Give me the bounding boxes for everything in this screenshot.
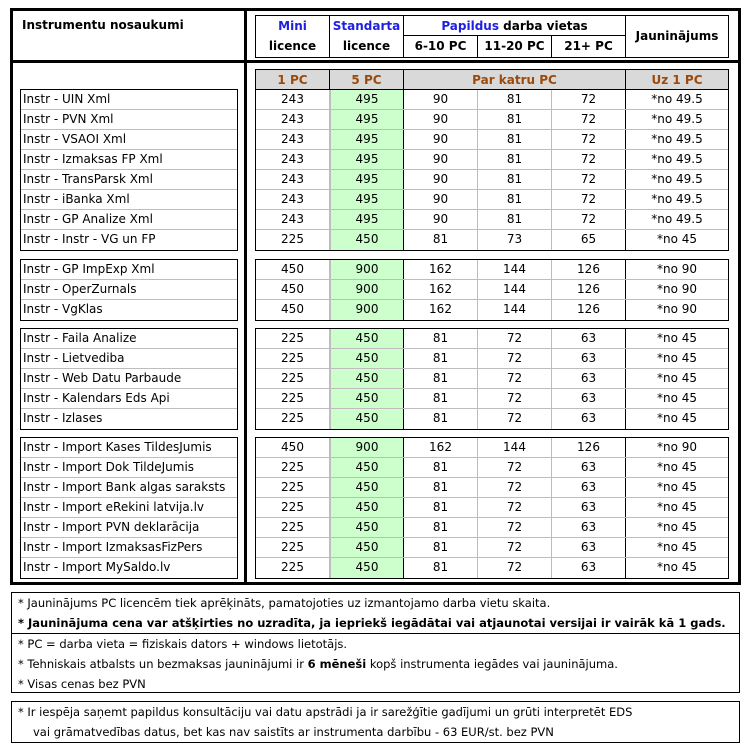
extra-11-20-price: 81 — [478, 170, 552, 189]
extra-6-10-price: 81 — [404, 349, 478, 368]
table-row — [256, 329, 728, 349]
extra-21-plus-price: 63 — [552, 498, 626, 517]
standard-licence-price: 450 — [330, 558, 404, 578]
extra-11-20-price: 81 — [478, 110, 552, 129]
workplaces-label: darba vietas — [498, 19, 588, 33]
instrument-group-2 — [20, 259, 238, 321]
mini-licence-price: 450 — [256, 260, 330, 279]
upgrade-price: *no 49.5 — [651, 92, 703, 106]
extra-21-plus-price: 72 — [552, 190, 626, 209]
extra-6-10-price: 90 — [404, 150, 478, 169]
upgrade-price: *no 45 — [656, 391, 698, 405]
instrument-name: Instr - iBanka Xml — [21, 190, 237, 210]
table-row — [256, 438, 728, 458]
extra-11-20-price: 144 — [478, 280, 552, 299]
extra-6-10-price: 162 — [404, 300, 478, 320]
instrument-name: Instr - Import Dok TildeJumis — [21, 458, 237, 478]
instrument-name: Instr - GP Analize Xml — [21, 210, 237, 230]
note-upgrade-price — [12, 613, 739, 634]
standard-licence-price: 495 — [330, 150, 404, 169]
note-upgrade-calc: * Jauninājums PC licencēm tiek aprēķināts, pamatojoties uz izmantojamo darba vietu skaita. — [18, 596, 551, 610]
instrument-name: Instr - TransParsk Xml — [21, 170, 237, 190]
extra-21-plus-price: 63 — [552, 409, 626, 429]
extra-21-plus-price: 63 — [552, 478, 626, 497]
mini-licence-header — [256, 16, 330, 57]
upgrade-price: *no 49.5 — [651, 212, 703, 226]
table-row — [256, 170, 728, 190]
upgrade-price: *no 90 — [656, 440, 698, 454]
standard-licence-price: 900 — [330, 260, 404, 279]
table-row — [256, 230, 728, 250]
extra-21-plus-price: 72 — [552, 110, 626, 129]
extra-6-10-price: 81 — [404, 558, 478, 578]
instrument-group-3 — [20, 328, 238, 430]
table-row — [256, 300, 728, 320]
instrument-name: Instr - PVN Xml — [21, 110, 237, 130]
extra-11-20-price: 72 — [478, 458, 552, 477]
instrument-name: Instr - Import Bank algas saraksts — [21, 478, 237, 498]
extra-21-plus-price: 63 — [552, 369, 626, 388]
standard-licence-header — [330, 16, 404, 57]
standard-licence-price: 495 — [330, 190, 404, 209]
upgrade-price: *no 45 — [656, 460, 698, 474]
extra-21-plus-price: 72 — [552, 170, 626, 189]
vertical-divider — [244, 8, 247, 585]
upgrade-price: *no 45 — [656, 500, 698, 514]
price-group-3 — [255, 328, 729, 430]
extra-21-plus-price: 72 — [552, 130, 626, 149]
extra-11-20-price: 81 — [478, 190, 552, 209]
table-row — [256, 130, 728, 150]
mini-licence-price: 243 — [256, 90, 330, 109]
instrument-name: Instr - Web Datu Parbaude — [21, 369, 237, 389]
extra-11-20-price: 81 — [478, 210, 552, 229]
instrument-names-heading: Instrumentu nosaukumi — [22, 18, 184, 32]
mini-licence-price: 225 — [256, 518, 330, 537]
extra-6-10-price: 162 — [404, 280, 478, 299]
note-vat: * Visas cenas bez PVN — [18, 677, 146, 691]
standard-licence-price: 450 — [330, 369, 404, 388]
upgrade-price: *no 49.5 — [651, 172, 703, 186]
mini-licence-price: 450 — [256, 300, 330, 320]
note-support-months: 6 mēneši — [307, 657, 367, 671]
standard-licence-price: 450 — [330, 478, 404, 497]
extra-11-20-price: 81 — [478, 150, 552, 169]
extra-21-plus-price: 65 — [552, 230, 626, 250]
mini-licence-price: 450 — [256, 280, 330, 299]
standard-licence-price: 450 — [330, 518, 404, 537]
upgrade-price: *no 49.5 — [651, 192, 703, 206]
mini-licence-price: 243 — [256, 150, 330, 169]
extra-11-20-price: 72 — [478, 349, 552, 368]
extra-11-20-price: 72 — [478, 478, 552, 497]
upgrade-per-pc-label: Uz 1 PC — [651, 73, 703, 87]
standard-licence-price: 450 — [330, 498, 404, 517]
extra-6-10-price: 81 — [404, 458, 478, 477]
extra-6-10-price: 90 — [404, 110, 478, 129]
table-row — [256, 409, 728, 429]
table-row — [256, 558, 728, 578]
table-row — [256, 369, 728, 389]
extra-21-plus-price: 63 — [552, 558, 626, 578]
standard-licence-price: 900 — [330, 438, 404, 457]
instrument-group-4 — [20, 437, 238, 579]
extra-col-21-plus: 21+ PC — [552, 36, 626, 57]
extra-6-10-price: 90 — [404, 90, 478, 109]
table-row — [256, 478, 728, 498]
extra-11-20-price: 72 — [478, 389, 552, 408]
extra-6-10-price: 81 — [404, 498, 478, 517]
extra-11-20-price: 73 — [478, 230, 552, 250]
upgrade-price: *no 49.5 — [651, 152, 703, 166]
instrument-name: Instr - UIN Xml — [21, 90, 237, 110]
instrument-name: Instr - Import MySaldo.lv — [23, 560, 171, 574]
standard-licence-price: 450 — [330, 458, 404, 477]
mini-licence-price: 225 — [256, 498, 330, 517]
extra-21-plus-price: 126 — [552, 300, 626, 320]
extra-11-20-price: 72 — [478, 498, 552, 517]
note-support-pre: * Tehniskais atbalsts un bezmaksas jauninājumi ir — [18, 657, 308, 671]
extra-21-plus-price: 63 — [552, 518, 626, 537]
mini-licence-price: 225 — [256, 409, 330, 429]
mini-licence-price: 225 — [256, 458, 330, 477]
extra-6-10-price: 81 — [404, 409, 478, 429]
mini-licence-label: licence — [268, 39, 317, 53]
instrument-name: Instr - Import IzmaksasFizPers — [21, 538, 237, 558]
standard-licence-price: 900 — [330, 280, 404, 299]
table-row — [256, 150, 728, 170]
extra-21-plus-price: 63 — [552, 458, 626, 477]
extra-21-plus-price: 72 — [552, 90, 626, 109]
instrument-group-1 — [20, 89, 238, 251]
extra-6-10-price: 90 — [404, 170, 478, 189]
standard-licence-price: 450 — [330, 349, 404, 368]
standard-licence-price: 495 — [330, 130, 404, 149]
note-consultation-2: vai grāmatvedības datus, bet kas nav saistīts ar instrumenta darbību - 63 EUR/st. bez PVN — [33, 725, 554, 739]
extra-6-10-price: 90 — [404, 190, 478, 209]
price-group-2 — [255, 259, 729, 321]
horizontal-divider — [10, 60, 741, 63]
standard-licence-price: 900 — [330, 300, 404, 320]
upgrade-price: *no 45 — [656, 540, 698, 554]
standard-licence-price: 495 — [330, 90, 404, 109]
table-row — [256, 190, 728, 210]
upgrade-price: *no 90 — [656, 262, 698, 276]
table-row — [256, 280, 728, 300]
extra-6-10-price: 81 — [404, 389, 478, 408]
extra-21-plus-price: 72 — [552, 150, 626, 169]
standard-label: Standarta — [332, 19, 401, 33]
table-row — [256, 210, 728, 230]
extra-11-20-price: 81 — [478, 130, 552, 149]
standard-licence-price: 450 — [330, 538, 404, 557]
consultation-notes-box — [11, 701, 740, 743]
extra-11-20-price: 72 — [478, 369, 552, 388]
mini-licence-price: 243 — [256, 170, 330, 189]
upgrade-header: Jauninājums — [635, 29, 719, 43]
instrument-name: Instr - Faila Analize — [21, 329, 237, 349]
mini-licence-price: 225 — [256, 389, 330, 408]
extra-21-plus-price: 63 — [552, 538, 626, 557]
extra-6-10-price: 81 — [404, 538, 478, 557]
one-pc-label: 1 PC — [256, 70, 330, 90]
extra-6-10-price: 81 — [404, 230, 478, 250]
table-row — [256, 349, 728, 369]
upgrade-price: *no 45 — [656, 351, 698, 365]
extra-workplaces-header — [404, 16, 626, 36]
upgrade-price: *no 45 — [656, 560, 698, 574]
mini-licence-price: 225 — [256, 538, 330, 557]
extra-11-20-price: 72 — [478, 329, 552, 348]
table-row — [256, 538, 728, 558]
table-row — [256, 389, 728, 409]
extra-label: Papildus — [441, 19, 499, 33]
instrument-name: Instr - Import Kases TildesJumis — [21, 438, 237, 458]
instrument-name: Instr - OperZurnals — [21, 280, 237, 300]
note-pc-definition: * PC = darba vieta = fiziskais dators + windows lietotājs. — [18, 637, 348, 651]
mini-licence-price: 243 — [256, 210, 330, 229]
extra-11-20-price: 144 — [478, 300, 552, 320]
mini-licence-price: 243 — [256, 190, 330, 209]
subheader-row — [255, 69, 729, 90]
upgrade-price: *no 45 — [656, 480, 698, 494]
mini-licence-price: 225 — [256, 230, 330, 250]
standard-licence-label: licence — [342, 39, 391, 53]
price-group-4 — [255, 437, 729, 579]
mini-licence-price: 243 — [256, 130, 330, 149]
extra-11-20-price: 81 — [478, 90, 552, 109]
table-row — [256, 90, 728, 110]
mini-label: Mini — [278, 19, 307, 33]
upgrade-price: *no 45 — [656, 232, 698, 246]
mini-licence-price: 225 — [256, 329, 330, 348]
upgrade-price: *no 45 — [656, 371, 698, 385]
mini-licence-price: 225 — [256, 369, 330, 388]
mini-licence-price: 225 — [256, 558, 330, 578]
extra-11-20-price: 72 — [478, 538, 552, 557]
extra-21-plus-price: 126 — [552, 280, 626, 299]
price-group-1 — [255, 89, 729, 251]
per-pc-label: Par katru PC — [404, 70, 626, 90]
instrument-name: Instr - Izmaksas FP Xml — [21, 150, 237, 170]
mini-licence-price: 225 — [256, 349, 330, 368]
table-row — [256, 110, 728, 130]
extra-col-11-20: 11-20 PC — [478, 36, 552, 57]
standard-licence-price: 495 — [330, 170, 404, 189]
extra-6-10-price: 81 — [404, 518, 478, 537]
standard-licence-price: 450 — [330, 389, 404, 408]
table-row — [256, 518, 728, 538]
extra-11-20-price: 72 — [478, 409, 552, 429]
instrument-name: Instr - GP ImpExp Xml — [21, 260, 237, 280]
mini-licence-price: 450 — [256, 438, 330, 457]
extra-6-10-price: 162 — [404, 260, 478, 279]
mini-licence-price: 225 — [256, 478, 330, 497]
instrument-name: Instr - Lietvediba — [21, 349, 237, 369]
extra-21-plus-price: 126 — [552, 438, 626, 457]
extra-6-10-price: 81 — [404, 329, 478, 348]
extra-6-10-price: 90 — [404, 210, 478, 229]
instrument-name: Instr - VSAOI Xml — [21, 130, 237, 150]
note-consultation-1: * Ir iespēja saņemt papildus konsultāciju vai datu apstrādi ja ir sarežģītie gadījumi un grūti interpretēt EDS — [18, 705, 633, 719]
extra-21-plus-price: 63 — [552, 389, 626, 408]
extra-11-20-price: 144 — [478, 438, 552, 457]
standard-licence-price: 450 — [330, 230, 404, 250]
extra-col-6-10: 6-10 PC — [404, 36, 478, 57]
upgrade-price: *no 90 — [656, 302, 698, 316]
extra-6-10-price: 81 — [404, 369, 478, 388]
upgrade-price: *no 45 — [656, 411, 698, 425]
upgrade-price: *no 45 — [656, 520, 698, 534]
notes-box — [11, 592, 740, 693]
extra-6-10-price: 81 — [404, 478, 478, 497]
instrument-name: Instr - Import eRekini latvija.lv — [21, 498, 237, 518]
extra-21-plus-price: 63 — [552, 349, 626, 368]
standard-licence-price: 495 — [330, 210, 404, 229]
table-row — [256, 498, 728, 518]
note-upgrade-price-text: * Jauninājuma cena var atšķirties no uzradīta, ja iepriekš iegādātai vai atjaunotai versijai ir vairāk kā 1 gads. — [18, 616, 726, 630]
table-row — [256, 260, 728, 280]
standard-licence-price: 450 — [330, 409, 404, 429]
five-pc-label: 5 PC — [330, 70, 404, 90]
upgrade-price: *no 49.5 — [651, 132, 703, 146]
column-header-table — [255, 15, 729, 58]
upgrade-price: *no 49.5 — [651, 112, 703, 126]
extra-6-10-price: 162 — [404, 438, 478, 457]
extra-6-10-price: 90 — [404, 130, 478, 149]
extra-11-20-price: 72 — [478, 518, 552, 537]
instrument-name: Instr - Import PVN deklarācija — [21, 518, 237, 538]
instrument-name: Instr - Instr - VG un FP — [23, 232, 156, 246]
table-row — [256, 458, 728, 478]
note-support — [12, 654, 739, 674]
extra-21-plus-price: 63 — [552, 329, 626, 348]
extra-11-20-price: 72 — [478, 558, 552, 578]
extra-21-plus-price: 126 — [552, 260, 626, 279]
standard-licence-price: 495 — [330, 110, 404, 129]
instrument-name: Instr - Izlases — [23, 411, 103, 425]
note-support-post: kopš instrumenta iegādes vai jauninājuma. — [366, 657, 618, 671]
upgrade-price: *no 45 — [656, 331, 698, 345]
extra-11-20-price: 144 — [478, 260, 552, 279]
instrument-name: Instr - Kalendars Eds Api — [21, 389, 237, 409]
instrument-name: Instr - VgKlas — [23, 302, 103, 316]
extra-21-plus-price: 72 — [552, 210, 626, 229]
mini-licence-price: 243 — [256, 110, 330, 129]
upgrade-price: *no 90 — [656, 282, 698, 296]
standard-licence-price: 450 — [330, 329, 404, 348]
